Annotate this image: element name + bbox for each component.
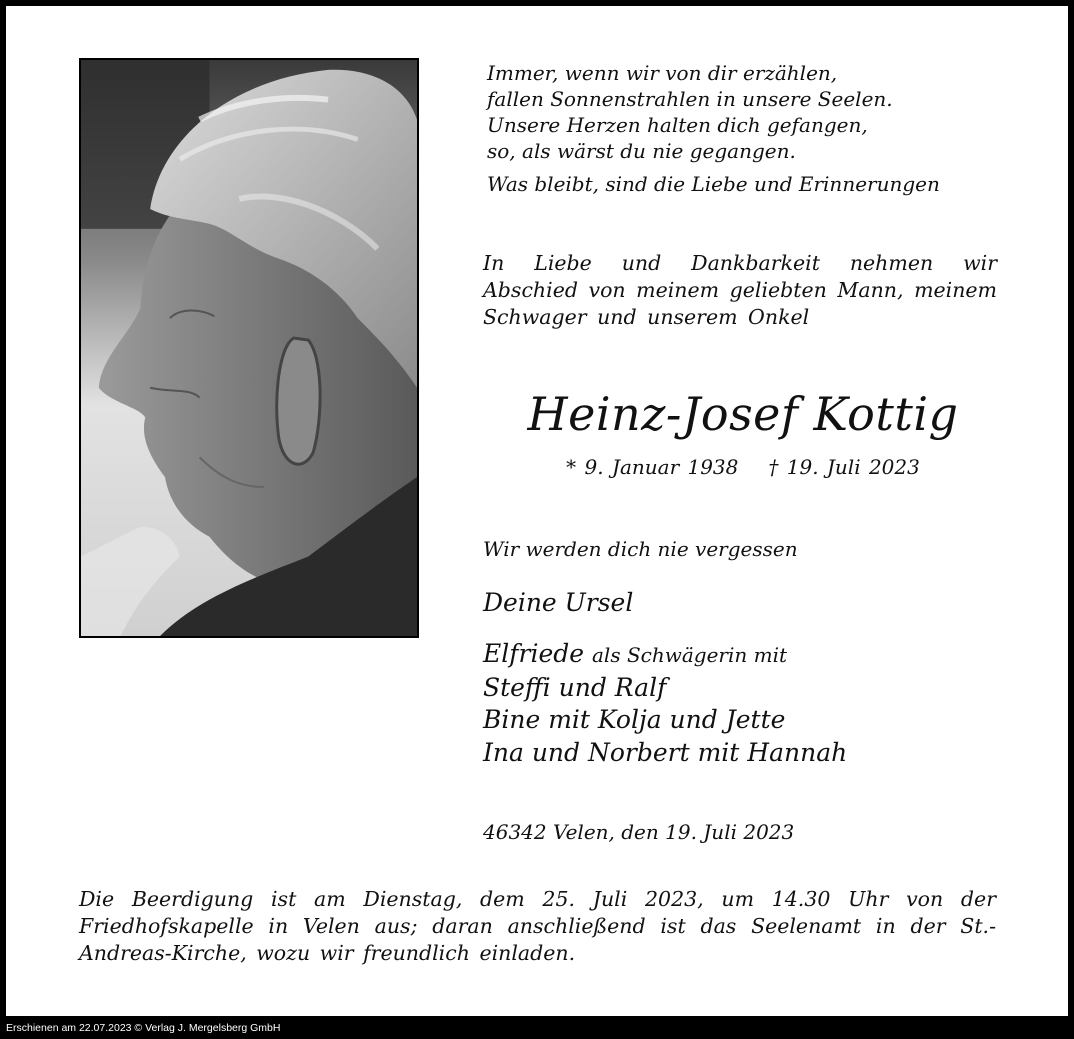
mourner-relation: als Schwägerin mit (592, 643, 787, 667)
birth-date: * 9. Januar 1938 (566, 455, 739, 479)
mourner-line: Steffi und Ralf (483, 672, 667, 702)
mourner-line: Bine mit Kolja und Jette (483, 705, 786, 734)
death-date: † 19. Juli 2023 (768, 455, 920, 479)
poem (487, 60, 1047, 164)
funeral-notice: Die Beerdigung ist am Dienstag, dem 25. Juli 2023, um 14.30 Uhr von der Friedhofskapelle in Velen aus; daran anschließend ist das Seelenamt in der St.-Andreas-Kirche, wozu wir freundlich einladen. (79, 887, 996, 965)
poem-line: Immer, wenn wir von dir erzählen, (487, 61, 838, 85)
portrait-photo (79, 58, 419, 638)
mourner-name: Elfriede (483, 639, 585, 668)
poem-closing: Was bleibt, sind die Liebe und Erinnerungen (487, 172, 940, 196)
poem-line: fallen Sonnenstrahlen in unsere Seelen. (487, 87, 893, 111)
deceased-name: Heinz-Josef Kottig (527, 387, 959, 441)
life-dates (486, 454, 1000, 480)
farewell-text: Wir werden dich nie vergessen (483, 537, 798, 561)
publication-footer: Erschienen am 22.07.2023 © Verlag J. Mergelsberg GmbH (6, 1022, 281, 1034)
mourner-list (483, 638, 847, 769)
portrait-profile-image (81, 60, 417, 636)
place-date: 46342 Velen, den 19. Juli 2023 (483, 820, 795, 844)
obituary-notice (6, 6, 1068, 1016)
poem-line: so, als wärst du nie gegangen. (487, 139, 796, 163)
poem-line: Unsere Herzen halten dich gefangen, (487, 113, 868, 137)
mourner-primary: Deine Ursel (483, 588, 634, 617)
mourner-line: Ina und Norbert mit Hannah (483, 737, 848, 767)
intro-text: In Liebe und Dankbarkeit nehmen wir Abschied von meinem geliebten Mann, meinem Schwager und unserem Onkel (483, 251, 997, 329)
mourner-line (483, 638, 847, 672)
